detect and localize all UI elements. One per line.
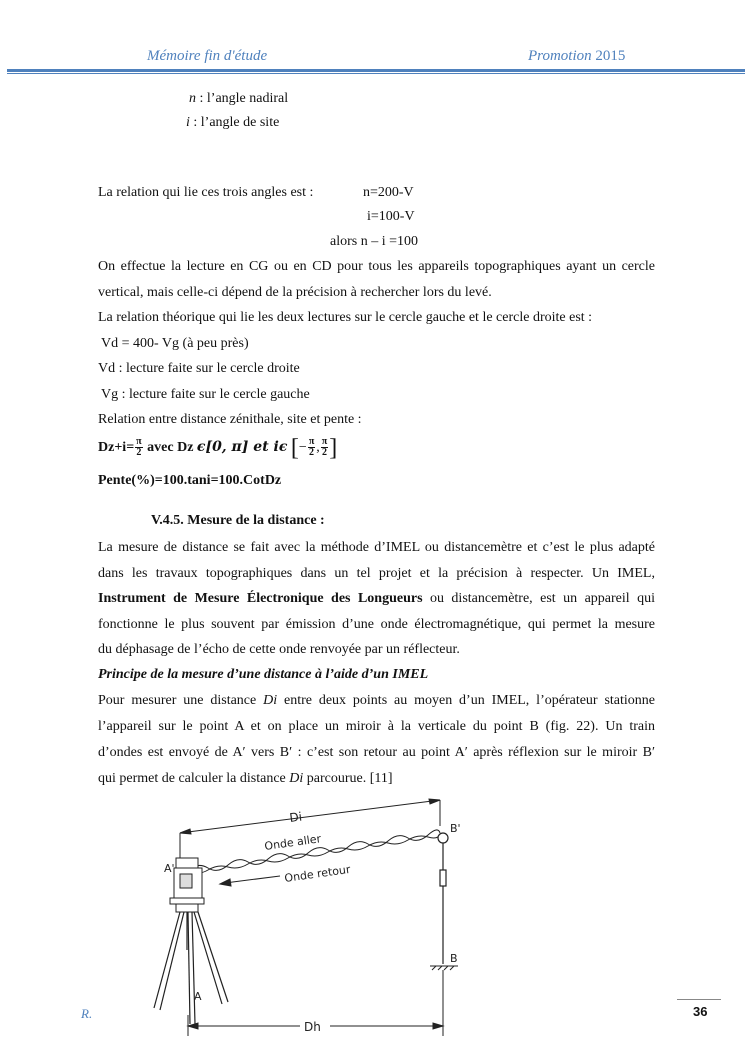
- pente-formula: Pente(%)=100.tani=100.CotDz: [98, 473, 282, 488]
- header-year: 2015: [595, 48, 626, 64]
- retour-arrow: [220, 876, 280, 886]
- formula-avec: avec Dz: [143, 440, 197, 455]
- p4-line1-b: entre deux points au moyen d’un IMEL, l’opérateur stationne: [277, 693, 655, 708]
- p3-line5: du déphasage de l’écho de cette onde renvoyée par un réflecteur.: [98, 642, 460, 657]
- b-prime-label: B': [450, 822, 461, 835]
- formula-range-den-2: 2: [322, 447, 328, 459]
- total-station: [170, 858, 204, 912]
- p4-line4-a: qui permet de calculer la distance: [98, 771, 290, 786]
- formula-lhs: Dz+i=: [98, 440, 135, 455]
- p3-line3: [98, 590, 655, 607]
- p4-line1-di: Di: [263, 693, 278, 708]
- p3-line1: La mesure de distance se fait avec la méthode d’IMEL ou distancemètre et c’est le plus adapté: [98, 540, 655, 555]
- principle-heading: Principe de la mesure d’une distance à l’aide d’un IMEL: [98, 667, 429, 682]
- imel-figure: [140, 790, 480, 1038]
- section-heading: V.4.5. Mesure de la distance :: [151, 513, 325, 528]
- p4-line3: d’ondes est envoyé de A′ vers B′ : c’est son retour au point A′ après réflexion sur le miroir B′: [98, 745, 655, 760]
- vd-equation: Vd = 400- Vg (à peu près): [101, 336, 249, 351]
- imel-definition: Instrument de Mesure Électronique des Longueurs: [98, 591, 423, 606]
- header-rule-thin: [7, 73, 745, 74]
- formula-range-num-1: π: [308, 436, 315, 448]
- def-i: [186, 114, 279, 131]
- header-promotion: [528, 48, 625, 65]
- ground-b: [430, 966, 458, 970]
- a-prime-label: A': [164, 862, 175, 875]
- formula-range-fraction-2: [321, 437, 328, 458]
- relation-eq3: alors n – i =100: [330, 234, 418, 249]
- p4-line4-b: parcourue. [11]: [303, 771, 393, 786]
- def-n-text: : l’angle nadiral: [196, 91, 289, 106]
- dh-label: Dh: [304, 1020, 321, 1034]
- p4-line1: [98, 692, 655, 709]
- formula-frac-den: 2: [136, 447, 142, 459]
- formula-range-den-1: 2: [309, 447, 315, 459]
- formula-frac-num: π: [136, 436, 142, 448]
- relation-distance: Relation entre distance zénithale, site et pente :: [98, 412, 362, 427]
- def-i-text: : l’angle de site: [189, 115, 280, 130]
- p1-line2: vertical, mais celle-ci dépend de la précision à rechercher lors du levé.: [98, 285, 492, 300]
- vd-definition: Vd : lecture faite sur le cercle droite: [98, 361, 300, 376]
- b-label: B: [450, 952, 458, 965]
- footer-rule: [677, 999, 721, 1000]
- formula-comma: ,: [316, 440, 320, 455]
- p4-line2: l’appareil sur le point A et on place un miroir à la verticale du point B (fig. 22). Un train: [98, 719, 655, 734]
- a-label: A: [194, 990, 202, 1003]
- header-rule: [7, 69, 745, 72]
- formula-range-num-2: π: [321, 436, 328, 448]
- footer-author: R.: [81, 1006, 93, 1021]
- reflector-pole: [438, 833, 448, 964]
- p3-line4: fonctionne le plus souvent par émission d’une onde électromagnétique, qui permet la mesure: [98, 617, 655, 632]
- header-title: Mémoire fin d'étude: [147, 48, 268, 64]
- formula-bracket-left: [: [290, 434, 299, 461]
- formula-range1: ϵ[0, π] et iϵ: [196, 439, 288, 455]
- di-label: Di: [288, 809, 303, 825]
- p4-line4-di: Di: [289, 771, 304, 786]
- formula-minus: −: [298, 440, 307, 455]
- relation-eq1: n=200-V: [363, 185, 414, 200]
- formula-range-fraction-1: [308, 437, 315, 458]
- onde-retour-label: Onde retour: [283, 862, 352, 885]
- p4-line1-a: Pour mesurer une distance: [98, 693, 264, 708]
- header-promotion-label: Promotion: [528, 48, 592, 64]
- relation-eq2: i=100-V: [367, 209, 415, 224]
- relation-intro: La relation qui lie ces trois angles est :: [98, 185, 314, 200]
- def-i-var: i: [186, 115, 190, 130]
- formula-bracket-right: ]: [329, 434, 338, 461]
- formula-fraction: [135, 437, 142, 458]
- def-n-var: n: [189, 91, 196, 106]
- di-dimension: [180, 799, 440, 862]
- page-number: 36: [693, 1004, 708, 1019]
- formula-line: [98, 435, 337, 460]
- onde-aller-label: Onde aller: [263, 832, 322, 853]
- p1-line1: On effectue la lecture en CG ou en CD pour tous les appareils topographiques ayant un cercle: [98, 259, 655, 274]
- p3-line3-rest: ou distancemètre, est un appareil qui: [422, 591, 655, 606]
- vg-definition: Vg : lecture faite sur le cercle gauche: [101, 387, 310, 402]
- p4-line4: [98, 770, 393, 787]
- def-n: [189, 90, 288, 107]
- p3-line2: dans les travaux topographiques dans un tel projet et la précision à respecter. Un IMEL,: [98, 566, 655, 581]
- p2: La relation théorique qui lie les deux lectures sur le cercle gauche et le cercle droite est :: [98, 310, 593, 325]
- tripod: [154, 912, 228, 1024]
